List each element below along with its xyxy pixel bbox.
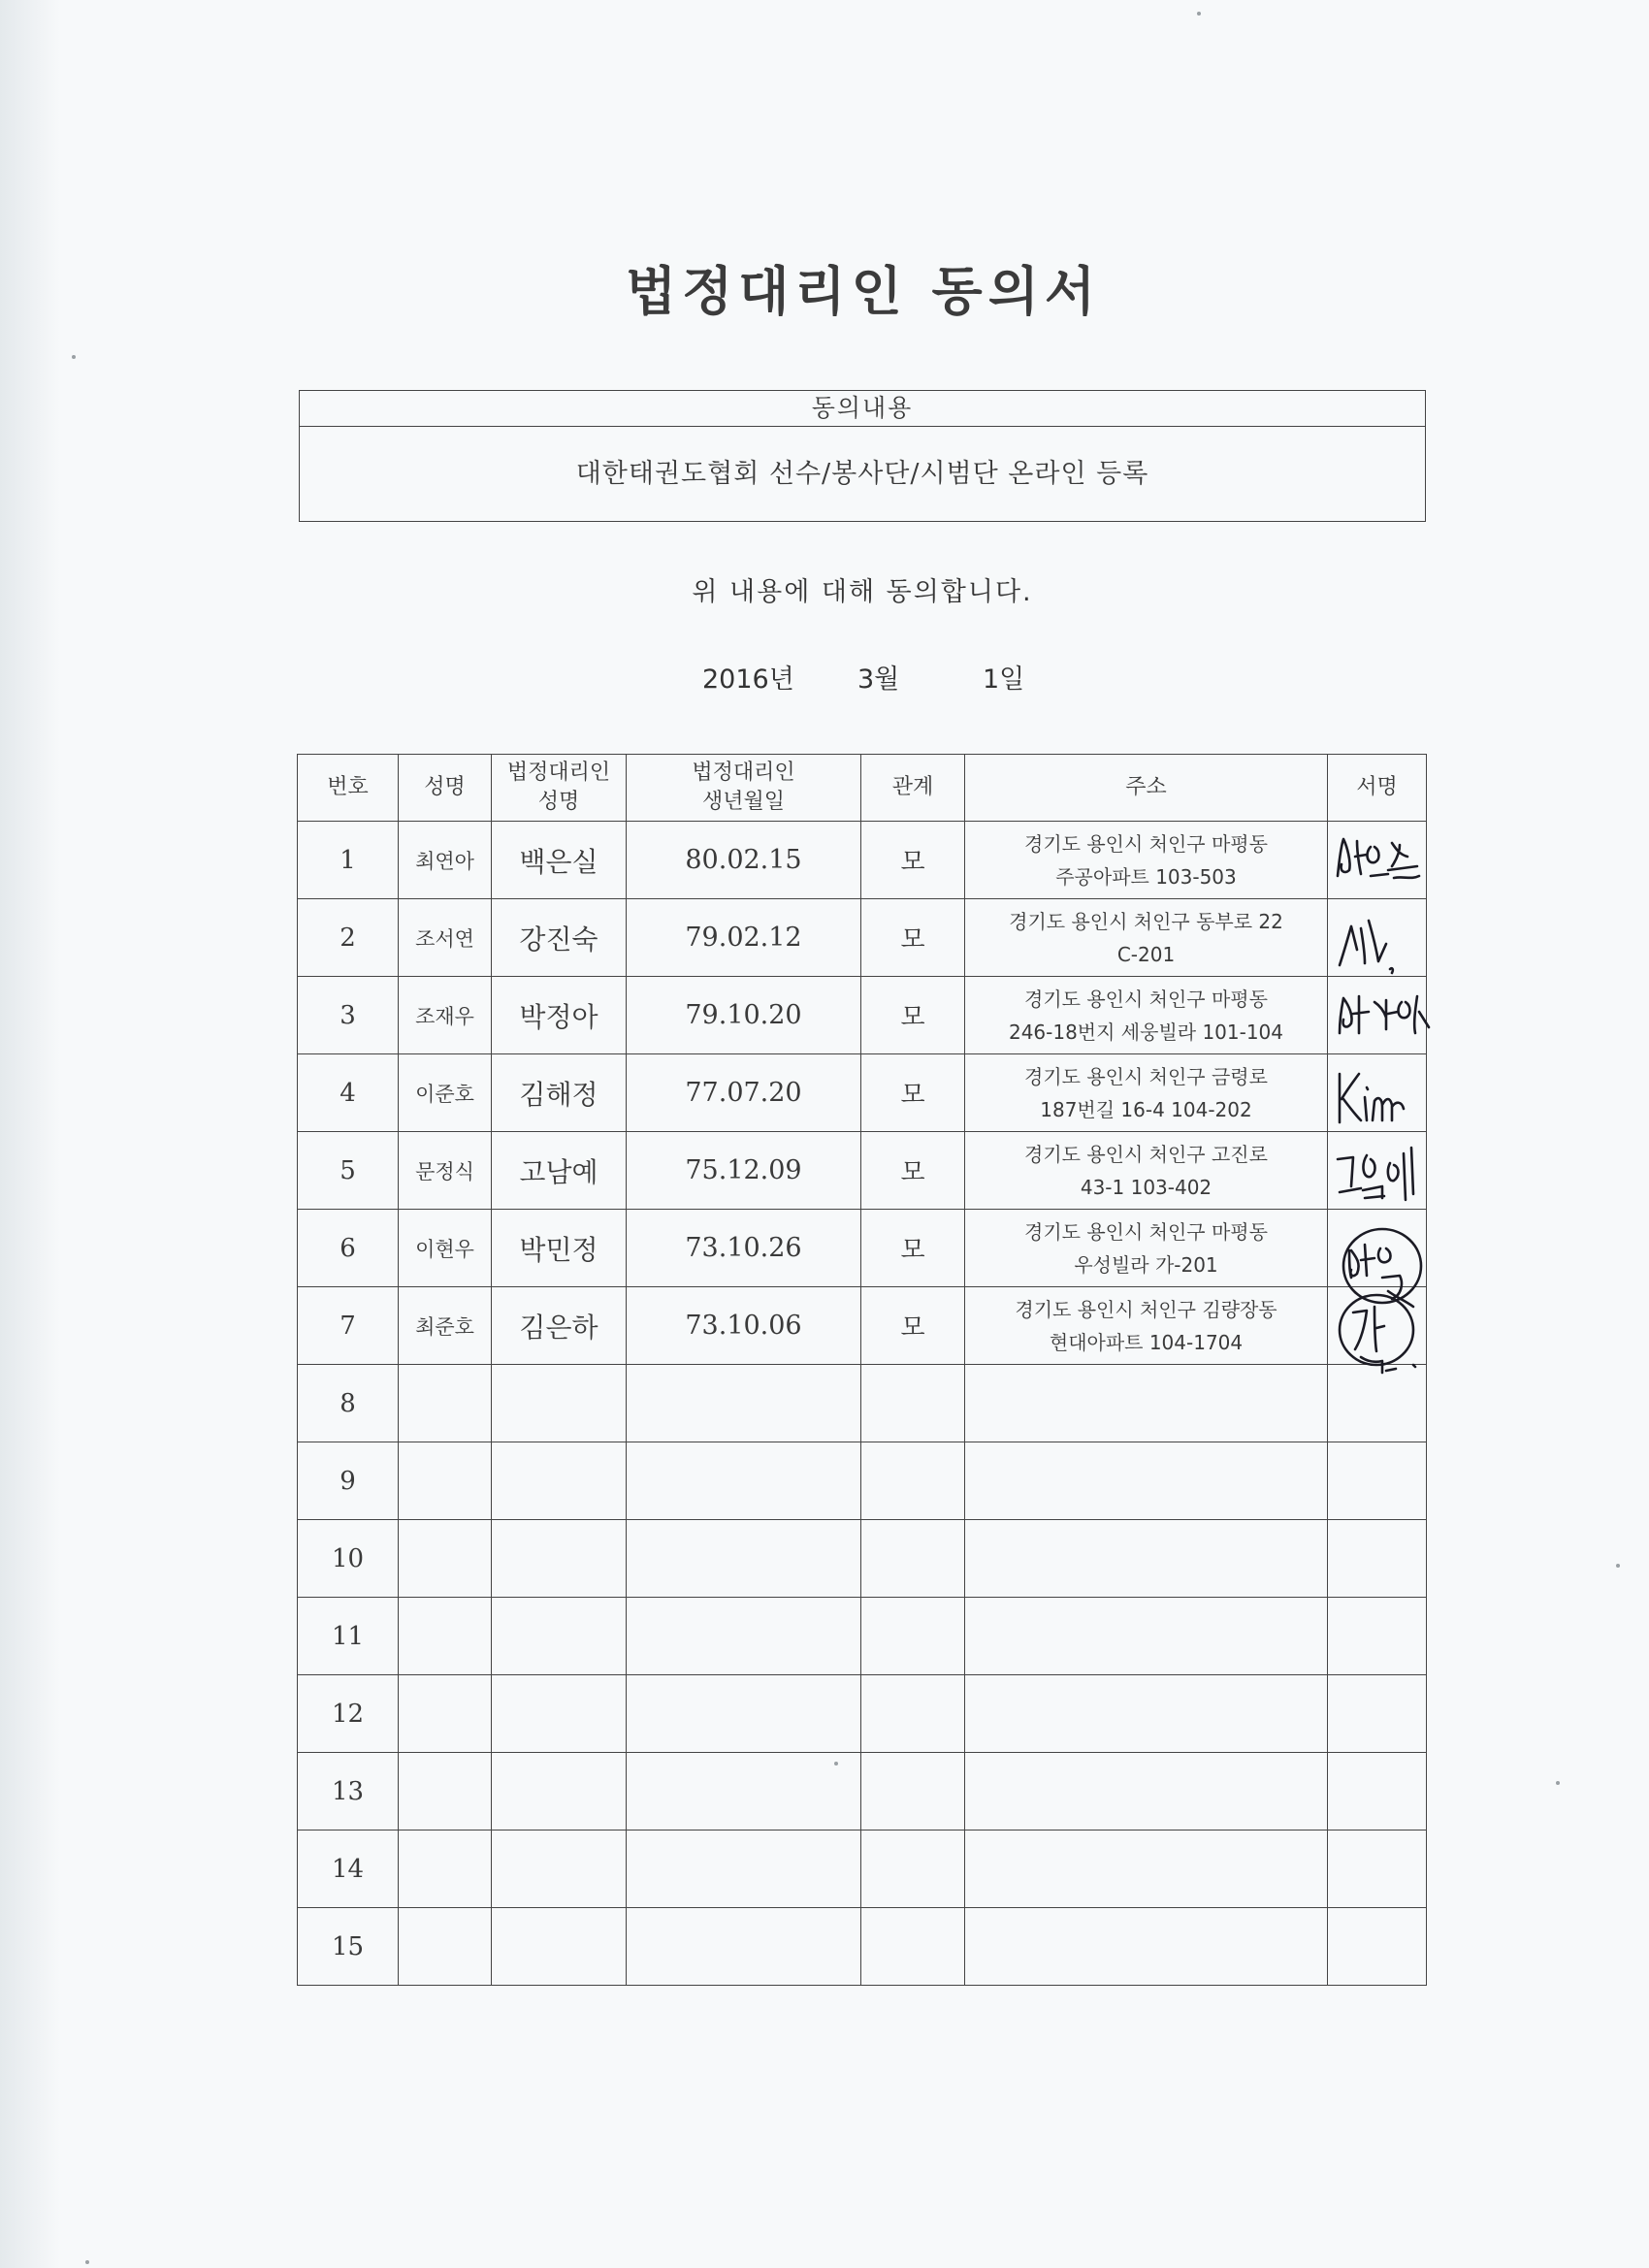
date-day: 1일 [983, 664, 1025, 695]
signature-cell [1328, 1365, 1427, 1442]
table-row [298, 1054, 1427, 1132]
guardian-birthdate [627, 1598, 861, 1675]
address [965, 1831, 1328, 1908]
guardian-name [492, 1908, 627, 1986]
address [965, 1442, 1328, 1520]
guardian-name: 고남예 [492, 1132, 627, 1210]
address [965, 899, 1328, 977]
address-line1: 경기도 용인시 처인구 김량장동 [1015, 1297, 1277, 1321]
row-number: 5 [298, 1132, 399, 1210]
table-row [298, 977, 1427, 1054]
student-name [399, 1908, 492, 1986]
header-signature: 서명 [1328, 755, 1427, 822]
relation: 모 [861, 1210, 965, 1287]
row-number: 9 [298, 1442, 399, 1520]
address-line2: 43-1 103-402 [1080, 1175, 1212, 1199]
student-name [399, 1365, 492, 1442]
row-number: 10 [298, 1520, 399, 1598]
header-rep-name-line1: 법정대리인 [506, 761, 611, 785]
address-line2: 우성빌라 가-201 [1074, 1252, 1218, 1277]
header-relation: 관계 [861, 755, 965, 822]
address [965, 1365, 1328, 1442]
table-row [298, 1753, 1427, 1831]
student-name: 조재우 [399, 977, 492, 1054]
header-no: 번호 [298, 755, 399, 822]
signature-cell [1328, 822, 1427, 899]
guardian-birthdate: 77.07.20 [627, 1054, 861, 1132]
signature-cell [1328, 899, 1427, 977]
address [965, 1054, 1328, 1132]
table-row [298, 1520, 1427, 1598]
student-name: 최준호 [399, 1287, 492, 1365]
relation: 모 [861, 1287, 965, 1365]
student-name: 문정식 [399, 1132, 492, 1210]
guardian-name [492, 1675, 627, 1753]
guardian-birthdate: 75.12.09 [627, 1132, 861, 1210]
student-name [399, 1520, 492, 1598]
relation [861, 1675, 965, 1753]
table-row [298, 1908, 1427, 1986]
address [965, 1675, 1328, 1753]
relation: 모 [861, 822, 965, 899]
consent-box [299, 390, 1426, 522]
student-name [399, 1442, 492, 1520]
relation: 모 [861, 977, 965, 1054]
header-rep-birth-line1: 법정대리인 [692, 761, 795, 785]
relation: 모 [861, 1054, 965, 1132]
address [965, 977, 1328, 1054]
row-number: 8 [298, 1365, 399, 1442]
guardian-name: 백은실 [492, 822, 627, 899]
row-number: 4 [298, 1054, 399, 1132]
header-rep-name [492, 755, 627, 822]
relation: 모 [861, 899, 965, 977]
address-line1: 경기도 용인시 처인구 마평동 [1024, 831, 1268, 856]
address [965, 1598, 1328, 1675]
row-number: 14 [298, 1831, 399, 1908]
address-line1: 경기도 용인시 처인구 고진로 [1024, 1142, 1268, 1166]
agree-statement: 위 내용에 대해 동의합니다. [692, 577, 1033, 607]
student-name [399, 1675, 492, 1753]
scan-speck [85, 2260, 89, 2264]
guardian-birthdate: 73.10.26 [627, 1210, 861, 1287]
relation [861, 1598, 965, 1675]
row-number: 6 [298, 1210, 399, 1287]
table-row [298, 899, 1427, 977]
guardian-birthdate [627, 1365, 861, 1442]
guardian-name: 박민정 [492, 1210, 627, 1287]
signature-cell [1328, 1520, 1427, 1598]
guardian-birthdate: 80.02.15 [627, 822, 861, 899]
signature-cell [1328, 1598, 1427, 1675]
guardian-name [492, 1753, 627, 1831]
guardian-name [492, 1520, 627, 1598]
student-name: 최연아 [399, 822, 492, 899]
guardian-table [297, 754, 1427, 1986]
header-name: 성명 [399, 755, 492, 822]
relation [861, 1442, 965, 1520]
guardian-name [492, 1598, 627, 1675]
guardian-name [492, 1442, 627, 1520]
signature-cell [1328, 1908, 1427, 1986]
relation [861, 1831, 965, 1908]
address-line2: 246-18번지 세웅빌라 101-104 [1008, 1020, 1284, 1044]
guardian-name [492, 1365, 627, 1442]
address [965, 1753, 1328, 1831]
signature-cell [1328, 1831, 1427, 1908]
relation [861, 1908, 965, 1986]
guardian-birthdate: 79.10.20 [627, 977, 861, 1054]
signature-cell [1328, 1054, 1427, 1132]
address-line2: 주공아파트 103-503 [1055, 864, 1237, 889]
address [965, 1520, 1328, 1598]
scan-speck [1556, 1781, 1560, 1785]
header-address: 주소 [965, 755, 1328, 822]
student-name: 이준호 [399, 1054, 492, 1132]
guardian-name: 김은하 [492, 1287, 627, 1365]
guardian-name [492, 1831, 627, 1908]
student-name [399, 1753, 492, 1831]
date-year: 2016년 [702, 664, 794, 695]
address [965, 1210, 1328, 1287]
guardian-name: 김해정 [492, 1054, 627, 1132]
relation: 모 [861, 1132, 965, 1210]
student-name [399, 1598, 492, 1675]
guardian-birthdate: 79.02.12 [627, 899, 861, 977]
guardian-birthdate [627, 1675, 861, 1753]
guardian-birthdate [627, 1520, 861, 1598]
document-title: 법정대리인 동의서 [625, 261, 1102, 322]
row-number: 7 [298, 1287, 399, 1365]
signature-cell [1328, 1675, 1427, 1753]
row-number: 15 [298, 1908, 399, 1986]
row-number: 1 [298, 822, 399, 899]
signature-cell [1328, 977, 1427, 1054]
address [965, 1287, 1328, 1365]
row-number: 12 [298, 1675, 399, 1753]
guardian-name: 박정아 [492, 977, 627, 1054]
consent-body: 대한태권도협회 선수/봉사단/시범단 온라인 등록 [575, 459, 1149, 489]
scan-speck [1197, 12, 1201, 16]
header-rep-birth [627, 755, 861, 822]
relation [861, 1753, 965, 1831]
header-rep-birth-line2: 생년월일 [701, 790, 785, 814]
table-row [298, 822, 1427, 899]
address-line1: 경기도 용인시 처인구 금령로 [1024, 1064, 1268, 1088]
table-row [298, 1132, 1427, 1210]
guardian-birthdate [627, 1908, 861, 1986]
address-line2: 187번길 16-4 104-202 [1040, 1097, 1252, 1121]
signature-cell [1328, 1753, 1427, 1831]
scan-speck [72, 355, 76, 359]
relation [861, 1365, 965, 1442]
row-number: 13 [298, 1753, 399, 1831]
consent-header: 동의내용 [300, 391, 1425, 427]
table-row [298, 1675, 1427, 1753]
guardian-birthdate [627, 1831, 861, 1908]
guardian-name: 강진숙 [492, 899, 627, 977]
guardian-birthdate [627, 1753, 861, 1831]
signature-cell [1328, 1287, 1427, 1365]
row-number: 3 [298, 977, 399, 1054]
address-line1: 경기도 용인시 처인구 마평동 [1024, 987, 1268, 1011]
student-name: 이현우 [399, 1210, 492, 1287]
address-line2: C-201 [1116, 942, 1176, 966]
address [965, 1132, 1328, 1210]
student-name [399, 1831, 492, 1908]
signature-cell [1328, 1132, 1427, 1210]
table-row [298, 1598, 1427, 1675]
table-header-row [298, 755, 1427, 822]
scan-edge-shadow [0, 0, 60, 2268]
signature-cell [1328, 1210, 1427, 1287]
address [965, 822, 1328, 899]
address [965, 1908, 1328, 1986]
address-line2: 현대아파트 104-1704 [1049, 1330, 1244, 1354]
scan-speck [1616, 1564, 1620, 1568]
row-number: 2 [298, 899, 399, 977]
date-month: 3월 [857, 664, 900, 695]
table-row [298, 1442, 1427, 1520]
signature-cell [1328, 1442, 1427, 1520]
guardian-birthdate: 73.10.06 [627, 1287, 861, 1365]
table-row [298, 1210, 1427, 1287]
relation [861, 1520, 965, 1598]
row-number: 11 [298, 1598, 399, 1675]
header-rep-name-line2: 성명 [537, 790, 580, 814]
address-line1: 경기도 용인시 처인구 동부로 22 [1009, 909, 1283, 933]
table-row [298, 1365, 1427, 1442]
table-row [298, 1287, 1427, 1365]
address-line1: 경기도 용인시 처인구 마평동 [1024, 1219, 1268, 1244]
table-row [298, 1831, 1427, 1908]
guardian-birthdate [627, 1442, 861, 1520]
student-name: 조서연 [399, 899, 492, 977]
